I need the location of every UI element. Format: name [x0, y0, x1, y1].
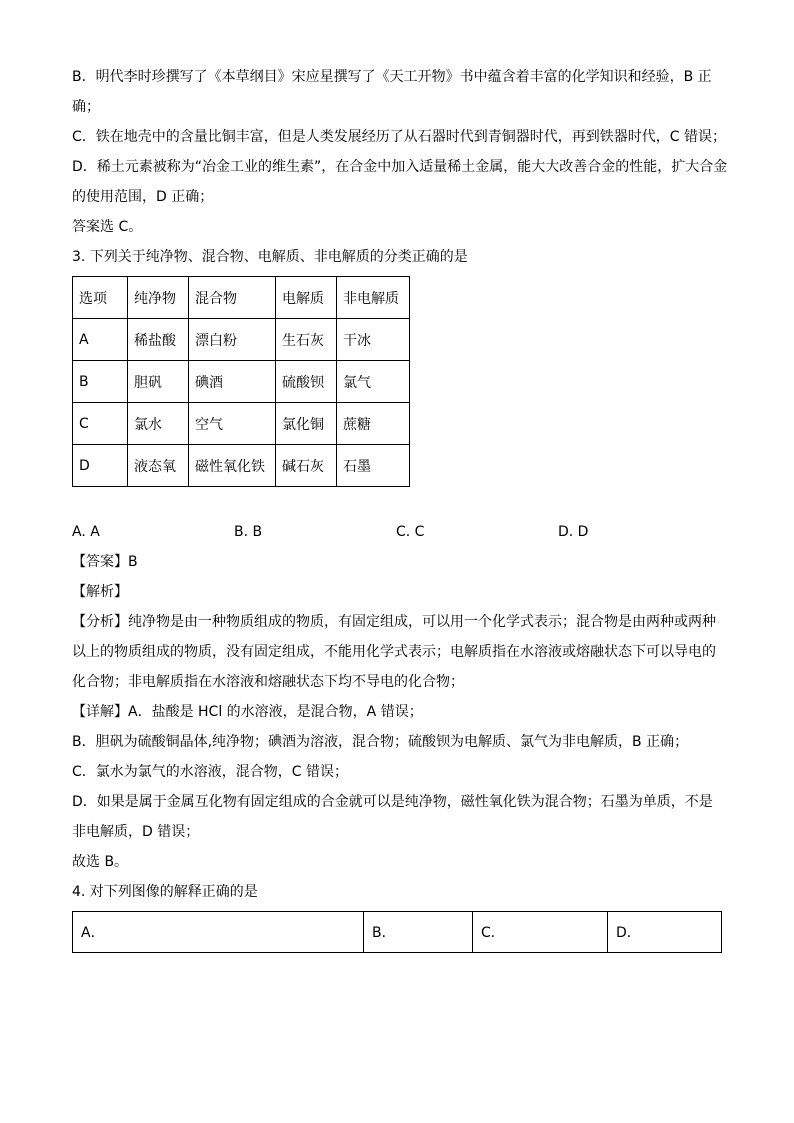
answer-line: [72, 547, 724, 577]
explanation-b: B．明代李时珍撰写了《本草纲目》宋应星撰写了《天工开物》书中蕴含着丰富的化学知识和经验，B 正: [72, 69, 712, 85]
explanation-d: D．稀土元素被称为“冶金工业的维生素”，在合金中加入适量稀土金属，能大大改善合金的性能，扩大合金: [72, 159, 728, 175]
table-header-cell: 选项: [73, 277, 128, 319]
table-cell: 蔗糖: [337, 403, 410, 445]
fenxi-label: 【分析】: [72, 614, 128, 630]
table-cell: 碘酒: [189, 361, 276, 403]
explanation-c: C．铁在地壳中的含量比铜丰富，但是人类发展经历了从石器时代到青铜器时代，再到铁器时代，C 错误；: [72, 129, 726, 145]
xiangjie-line-c: C．氯水为氯气的水溶液，混合物，C 错误；: [72, 764, 348, 780]
fenxi-line-3: 化合物；非电解质指在水溶液和熔融状态下均不导电的化合物；: [72, 674, 464, 690]
option-b-cell: B．: [364, 912, 473, 953]
question-4-stem: 4. 对下列图像的解释正确的是: [72, 884, 258, 900]
table-header-cell: 混合物: [189, 277, 276, 319]
table-cell: 硫酸钡: [276, 361, 337, 403]
table-header-cell: 电解质: [276, 277, 337, 319]
table-header-cell: 非电解质: [337, 277, 410, 319]
table-cell: 稀盐酸: [128, 319, 189, 361]
choice-b: B. B: [234, 524, 263, 540]
table-row: [73, 912, 722, 953]
table-cell: 磁性氧化铁: [189, 445, 276, 487]
table-cell: 胆矾: [128, 361, 189, 403]
xiangjie-line-a: [72, 697, 724, 727]
xiangjie-text-a: A．盐酸是 HCl 的水溶液，是混合物，A 错误；: [128, 704, 423, 720]
table-cell: 漂白粉: [189, 319, 276, 361]
table-cell: 氯水: [128, 403, 189, 445]
table-cell: A: [73, 319, 128, 361]
table-cell: 生石灰: [276, 319, 337, 361]
fenxi-text: 纯净物是由一种物质组成的物质，有固定组成，可以用一个化学式表示；混合物是由两种或两种: [128, 614, 716, 630]
table-row: [73, 445, 410, 487]
question-3-stem: 3. 下列关于纯净物、混合物、电解质、非电解质的分类正确的是: [72, 249, 468, 265]
table-row: [73, 361, 410, 403]
document-page: [72, 62, 728, 953]
analysis-label: 【解析】: [72, 584, 128, 600]
classification-table: [72, 276, 410, 487]
option-a-cell: A．: [73, 912, 364, 953]
conclusion: 故选 B。: [72, 854, 129, 870]
answer-choices: [72, 517, 724, 547]
option-d-cell: D．: [608, 912, 722, 953]
table-cell: 石墨: [337, 445, 410, 487]
table-cell: 空气: [189, 403, 276, 445]
table-header-cell: 纯净物: [128, 277, 189, 319]
table-cell: B: [73, 361, 128, 403]
fenxi-line-2: 以上的物质组成的物质，没有固定组成，不能用化学式表示；电解质指在水溶液或熔融状态下可以导电的: [72, 644, 716, 660]
option-c-cell: C．: [473, 912, 608, 953]
xiangjie-line-d-continued: 非电解质，D 错误；: [72, 824, 200, 840]
table-row: [73, 319, 410, 361]
answer-value: B: [128, 554, 138, 570]
xiangjie-line-b: B．胆矾为硫酸铜晶体,纯净物；碘酒为溶液，混合物；硫酸钡为电解质、氯气为非电解质，B 正确；: [72, 734, 689, 750]
answer-label: 【答案】: [72, 554, 128, 570]
previous-answer: 答案选 C。: [72, 219, 143, 235]
table-cell: 干冰: [337, 319, 410, 361]
table-cell: 氯气: [337, 361, 410, 403]
table-header-row: [73, 277, 410, 319]
table-row: [73, 403, 410, 445]
table-cell: 碱石灰: [276, 445, 337, 487]
xiangjie-label: 【详解】: [72, 704, 128, 720]
explanation-b-continued: 确；: [72, 99, 100, 115]
explanation-d-continued: 的使用范围，D 正确；: [72, 189, 214, 205]
choice-a: A. A: [72, 524, 100, 540]
fenxi-line-1: [72, 607, 724, 637]
choice-d: D. D: [558, 524, 589, 540]
table-cell: C: [73, 403, 128, 445]
table-cell: 氯化铜: [276, 403, 337, 445]
table-cell: D: [73, 445, 128, 487]
choice-c: C. C: [396, 524, 425, 540]
xiangjie-line-d: D．如果是属于金属互化物有固定组成的合金就可以是纯净物，磁性氧化铁为混合物；石墨为单质，不是: [72, 794, 713, 810]
table-cell: 液态氧: [128, 445, 189, 487]
question-4-options-table: [72, 911, 722, 953]
